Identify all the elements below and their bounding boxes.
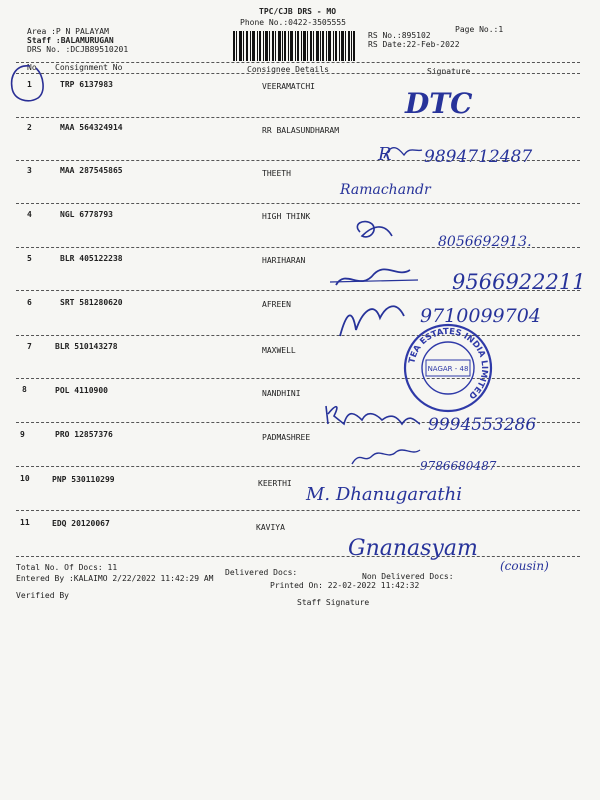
row-number: 11 [20,518,30,527]
consignment-number: EDQ 20120067 [52,519,110,528]
handwritten-phone-row-5: 9566922211 [452,270,586,294]
row-divider [16,510,580,511]
row-divider [16,466,580,467]
handwritten-name-row-10: M. Dhanugarathi [306,484,462,505]
column-no: No [27,63,37,72]
page-number: Page No.:1 [455,25,504,34]
consignee-name: AFREEN [262,300,291,309]
row-divider [16,335,580,336]
rs-date: RS Date:22-Feb-2022 [368,40,460,49]
consignee-name: HIGH THINK [262,212,311,221]
row-number: 3 [27,166,32,175]
consignee-name: KEERTHI [258,479,292,488]
row-divider [16,160,580,161]
handwritten-phone-row-8: 9994553286 [428,415,537,435]
consignment-number: TRP 6137983 [60,80,113,89]
header-rule-bottom [16,73,580,74]
handwritten-phone-row-2: 9894712487 [424,147,533,167]
rs-number: RS No.:895102 [368,31,431,40]
consignee-name: KAVIYA [256,523,285,532]
handwritten-phone-row-4: 8056692913. [438,234,532,250]
consignee-name: PADMASHREE [262,433,311,442]
printed-on: Printed On: 22-02-2022 11:42:32 [270,581,420,590]
total-docs: Total No. Of Docs: 11 [16,563,118,572]
barcode [233,31,355,61]
row-number: 5 [27,254,32,263]
consignee-name: THEETH [262,169,291,178]
signature-scribble [384,148,422,158]
handwritten-phone-row-6: 9710099704 [420,305,541,327]
consignee-name: HARIHARAN [262,256,306,265]
signature-scribble [352,450,420,464]
consignee-name: RR BALASUNDHARAM [262,126,340,135]
row-divider [16,117,580,118]
signature-scribble [336,269,410,285]
consignee-name: MAXWELL [262,346,296,355]
consignment-number: NGL 6778793 [60,210,113,219]
signature-scribble-row-2: R [378,144,392,165]
stamp-outer-text: TEA ESTATES INDIA LIMITED [407,326,490,401]
column-signature: Signature [427,67,471,76]
non-delivered-docs-label: Non Delivered Docs: [362,572,454,581]
row-divider [16,247,580,248]
row-number: 9 [20,430,25,439]
handwritten-phone-row-9: 9786680487 [420,459,497,473]
entered-by: Entered By :KALAIMO 2/22/2022 11:42:29 AM [16,574,214,583]
consignment-number: PRO 12857376 [55,430,113,439]
phone-number: Phone No.:0422-3505555 [240,18,346,27]
handwritten-note-row-11: (cousin) [500,559,549,573]
consignment-number: POL 4110900 [55,386,108,395]
staff-signature-label: Staff Signature [297,598,370,607]
consignment-number: MAA 564324914 [60,123,123,132]
delivered-docs-label: Delivered Docs: [225,568,298,577]
consignment-number: SRT 581280620 [60,298,123,307]
row-number: 8 [22,385,27,394]
row-number: 2 [27,123,32,132]
column-consignee: Consignee Details [247,65,329,74]
handwritten-signature-row-11: Gnanasyam [348,536,478,561]
consignee-name: VEERAMATCHI [262,82,315,91]
consignment-number: BLR 405122238 [60,254,123,263]
signature-row-1: DTC [405,87,473,120]
consignment-number: MAA 287545865 [60,166,123,175]
staff-label: Staff :BALAMURUGAN [27,36,114,45]
row-number: 10 [20,474,30,483]
column-consignment: Consignment No [55,63,123,72]
handwritten-signature-row-3: Ramachandr [340,182,431,198]
area-label: Area :P N PALAYAM [27,27,109,36]
row-divider [16,290,580,291]
row-divider [16,378,580,379]
table-rule-bottom [16,556,580,557]
row-divider [16,422,580,423]
row-number: 4 [27,210,32,219]
consignee-name: NANDHINI [262,389,301,398]
stamp-inner-text: NAGAR - 48 [427,365,469,373]
row-divider [16,203,580,204]
verified-by: Verified By [16,591,69,600]
row-number: 1 [27,80,32,89]
document-title: TPC/CJB DRS - MO [259,7,337,16]
consignment-number: BLR 510143278 [55,342,118,351]
row-number: 6 [27,298,32,307]
signature-scribble [357,222,392,237]
drs-number: DRS No. :DCJB89510201 [27,45,129,54]
consignment-number: PNP 530110299 [52,475,115,484]
signature-scribble [340,306,404,336]
row-number: 7 [27,342,32,351]
